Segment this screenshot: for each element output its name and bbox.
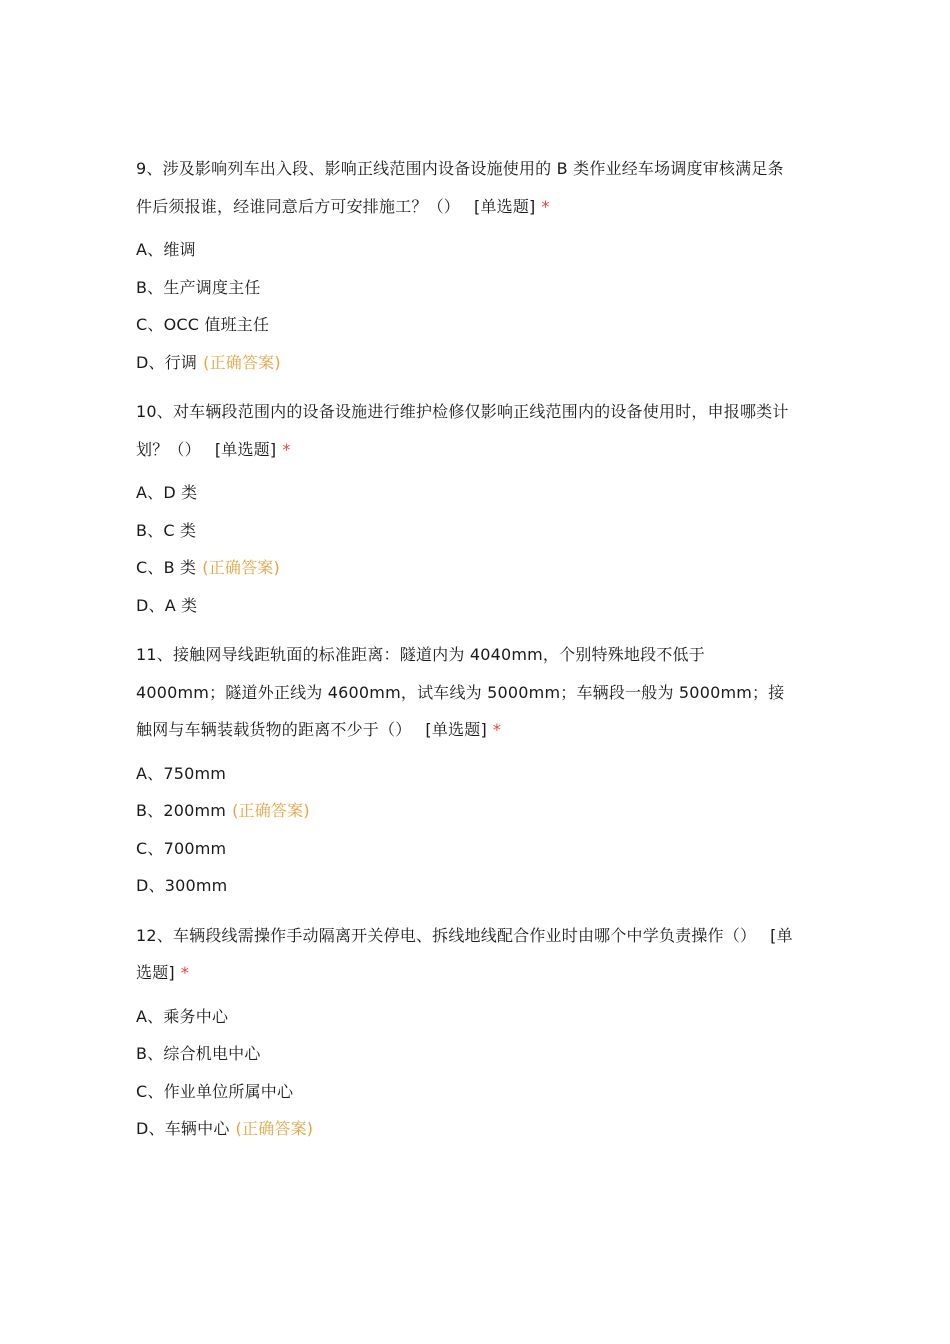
option-item[interactable]	[136, 306, 796, 344]
survey-page	[136, 150, 796, 1148]
question-type-tag: [单选题]	[474, 196, 536, 216]
question-type-tag: [单选题]	[425, 720, 487, 739]
option-list	[136, 755, 796, 905]
option-item[interactable]	[136, 231, 796, 269]
option-label: B、200mm	[136, 801, 227, 820]
option-item[interactable]	[136, 1110, 796, 1148]
question-10	[136, 393, 796, 624]
option-item[interactable]	[136, 792, 796, 830]
option-label: D、行调	[136, 352, 198, 372]
option-label: B、生产调度主任	[136, 277, 261, 297]
option-label: B、综合机电中心	[136, 1044, 261, 1063]
option-item[interactable]	[136, 755, 796, 793]
option-label: A、乘务中心	[136, 1006, 229, 1026]
question-type-tag: [单选题]	[136, 925, 793, 982]
option-item[interactable]	[136, 867, 796, 905]
option-item[interactable]	[136, 1073, 796, 1111]
option-item[interactable]	[136, 830, 796, 868]
option-list	[136, 231, 796, 381]
question-9	[136, 150, 796, 381]
option-item[interactable]	[136, 344, 796, 382]
correct-answer-marker: (正确答案)	[232, 801, 310, 820]
question-stem: 11、接触网导线距轨面的标准距离：隧道内为 4040mm，个别特殊地段不低于 4000mm；隧道外正线为 4600mm，试车线为 5000mm；车辆段一般为 5000mm；接触网与车辆装载货物的距离不少于（）	[136, 645, 785, 739]
option-label: C、700mm	[136, 838, 227, 858]
option-label: C、B 类	[136, 558, 197, 577]
correct-answer-marker: (正确答案)	[202, 558, 280, 577]
option-item[interactable]	[136, 474, 796, 512]
question-text	[136, 150, 796, 225]
option-item[interactable]	[136, 269, 796, 307]
question-type-tag: [单选题]	[214, 439, 277, 459]
question-stem: 10、对车辆段范围内的设备设施进行维护检修仅影响正线范围内的设备使用时，申报哪类计划？（）	[136, 402, 789, 459]
option-label: D、300mm	[136, 876, 228, 895]
option-list	[136, 998, 796, 1148]
required-marker: *	[492, 720, 502, 739]
correct-answer-marker: (正确答案)	[235, 1119, 314, 1138]
option-item[interactable]	[136, 587, 796, 625]
option-list	[136, 474, 796, 624]
option-label: C、作业单位所属中心	[136, 1081, 294, 1101]
required-marker: *	[180, 963, 190, 982]
correct-answer-marker: (正确答案)	[203, 352, 281, 372]
option-label: D、车辆中心	[136, 1119, 230, 1138]
option-label: C、OCC 值班主任	[136, 315, 270, 334]
option-label: B、C 类	[136, 520, 197, 540]
option-item[interactable]	[136, 998, 796, 1036]
option-item[interactable]	[136, 1035, 796, 1073]
question-stem: 9、涉及影响列车出入段、影响正线范围内设备设施使用的 B 类作业经车场调度审核满足条件后须报谁，经谁同意后方可安排施工？（）	[136, 159, 784, 216]
option-item[interactable]	[136, 549, 796, 587]
option-label: A、D 类	[136, 483, 198, 502]
question-text	[136, 917, 796, 992]
option-item[interactable]	[136, 512, 796, 550]
question-stem: 12、车辆段线需操作手动隔离开关停电、拆线地线配合作业时由哪个中学负责操作（）	[136, 925, 757, 945]
option-label: D、A 类	[136, 595, 198, 615]
question-11	[136, 636, 796, 905]
question-12	[136, 917, 796, 1148]
required-marker: *	[541, 196, 550, 216]
required-marker: *	[282, 439, 291, 459]
option-label: A、750mm	[136, 763, 227, 783]
question-text	[136, 636, 796, 749]
question-text	[136, 393, 796, 468]
option-label: A、维调	[136, 240, 196, 259]
